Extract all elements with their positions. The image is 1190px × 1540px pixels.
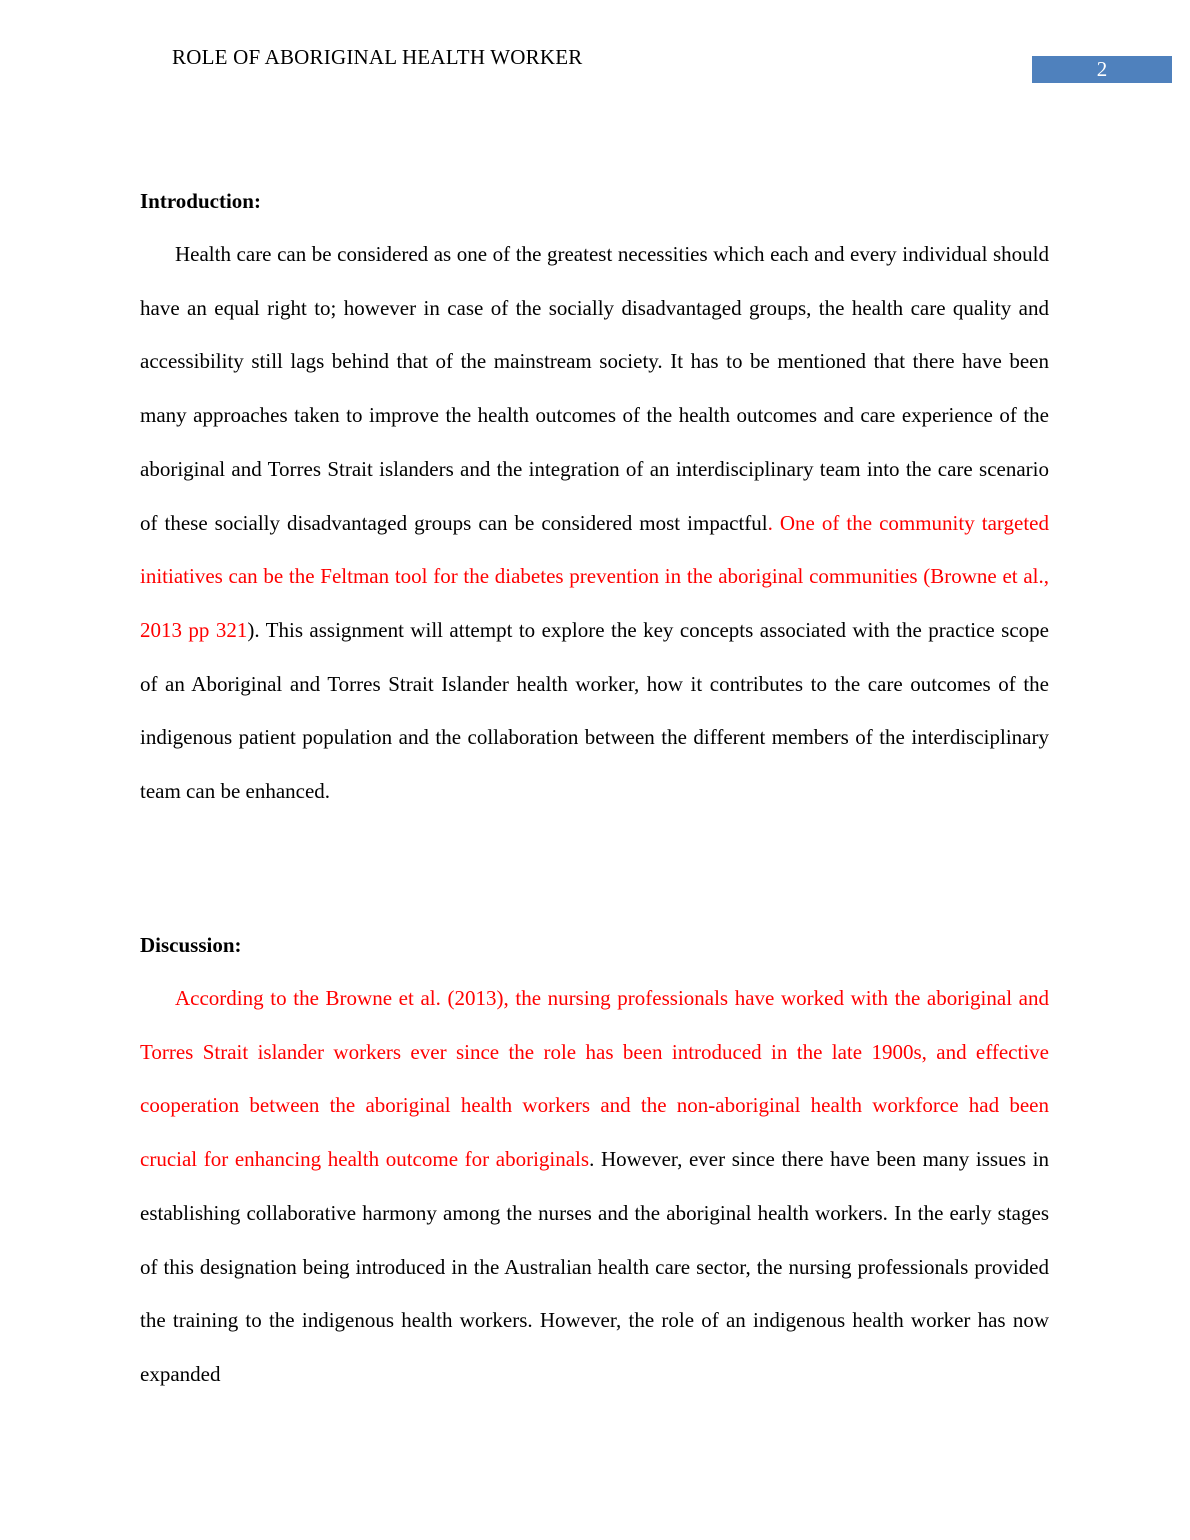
- introduction-body: [140, 228, 1049, 819]
- page-number: 2: [1032, 56, 1172, 83]
- discussion-paragraph: [140, 972, 1049, 1402]
- introduction-heading: Introduction:: [140, 189, 261, 213]
- introduction-text-1: Health care can be considered as one of the greatest necessities which each and every individual should have an equal right to; however in case of the socially disadvantaged groups, the health care quality and accessibility still lags behind that of the mainstream society. It has to be mentioned that there have been many approaches taken to improve the health outcomes of the health outcomes and care experience of the aboriginal and Torres Strait islanders and the integration of an interdisciplinary team into the care scenario of these socially disadvantaged groups can be considered most impactful: [140, 242, 1049, 535]
- discussion-highlighted-text: According to the Browne et al. (2013), the nursing professionals have worked with the aboriginal and Torres Strait islander workers ever since the role has been introduced in the late 1900s, and effective cooperation between the aboriginal health workers and the non-aboriginal health workforce had been crucial for enhancing health outcome for aboriginals: [140, 986, 1049, 1172]
- introduction-highlighted-citation: . One of the community targeted initiatives can be the Feltman tool for the diabetes prevention in the aboriginal communities (Browne et al., 2013 pp 321: [140, 510, 1049, 642]
- running-head-title: ROLE OF ABORIGINAL HEALTH WORKER: [172, 45, 583, 69]
- discussion-text-2: . However, ever since there have been many issues in establishing collaborative harmony among the nurses and the aboriginal health workers. In the early stages of this designation being introduced in the Australian health care sector, the nursing professionals provided the training to the indigenous health workers. However, the role of an indigenous health worker has now expanded: [140, 1147, 1050, 1386]
- discussion-body: [140, 972, 1049, 1402]
- discussion-heading: Discussion:: [140, 933, 242, 957]
- introduction-text-3: ). This assignment will attempt to explore the key concepts associated with the practice scope of an Aboriginal and Torres Strait Islander health worker, how it contributes to the care outcomes of the indigenous patient population and the collaboration between the different members of the interdisciplinary team can be enhanced.: [140, 617, 1049, 804]
- introduction-paragraph: [140, 228, 1049, 819]
